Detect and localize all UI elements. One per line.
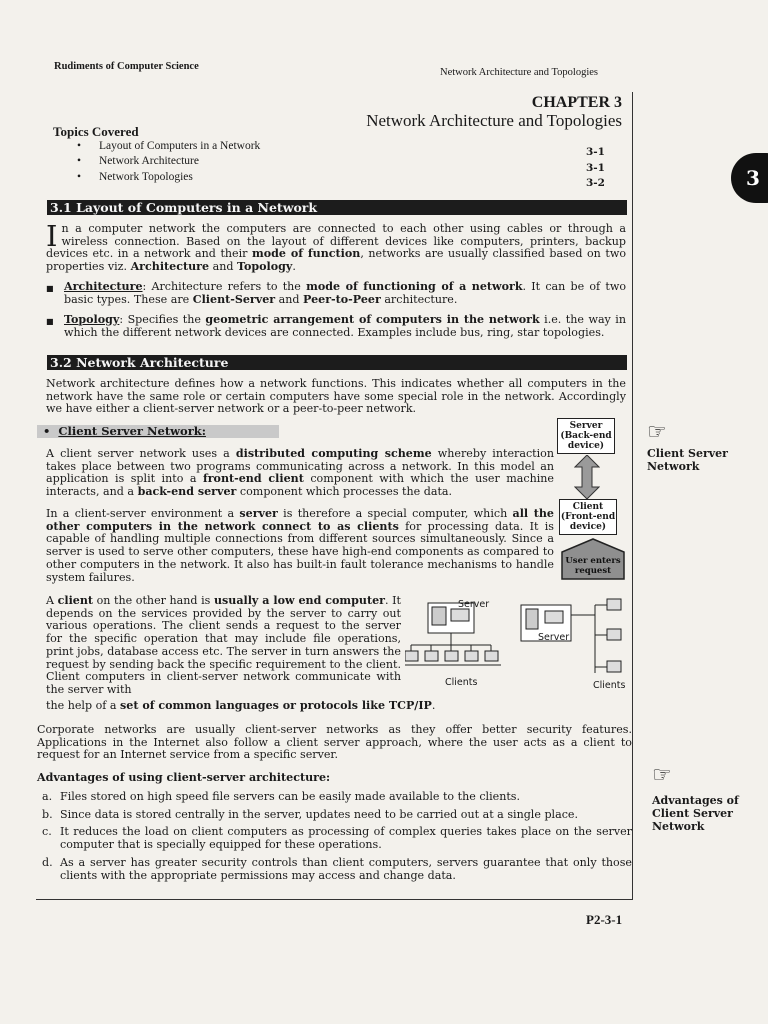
chapter-title: Network Architecture and Topologies — [366, 111, 622, 130]
page-border-rule — [632, 92, 633, 900]
subsection-heading: • Client Server Network: — [37, 425, 279, 438]
client-box: Client (Front-end device) — [559, 499, 617, 535]
section-heading: 3.1 Layout of Computers in a Network — [47, 200, 627, 215]
pointing-hand-icon: ☞ — [647, 420, 667, 445]
section-heading: 3.2 Network Architecture — [47, 355, 627, 370]
section1-paragraph: In a computer network the computers are connected to each other using cables or through a wireless connection. Based on the layout of different devices like computers, printers, backup devices etc. in a network and their mode of function, networks are usually classified based on two properties viz. Architecture and Topology. — [46, 219, 626, 274]
bidirectional-arrow-icon — [574, 455, 600, 499]
diagram-label-clients: Clients — [593, 680, 626, 691]
advantages-list — [40, 791, 632, 885]
margin-note: Advantages of Client Server Network — [652, 794, 739, 833]
running-head: Network Architecture and Topologies — [440, 67, 598, 78]
diagram-label-server: Server — [538, 632, 570, 643]
topic-item: • Network Architecture — [77, 155, 199, 167]
client-paragraph-end: the help of a set of common languages or protocols like TCP/IP. — [46, 699, 436, 712]
advantages-heading: Advantages of using client-server architecture: — [37, 771, 331, 784]
chapter-number: CHAPTER 3 — [531, 94, 622, 111]
topic-page: 3-2 — [586, 177, 605, 189]
topic-item: • Network Topologies — [77, 171, 193, 183]
diagram-label-clients: Clients — [445, 677, 478, 688]
topics-heading: Topics Covered — [53, 124, 139, 139]
list-item: a. Files stored on high speed file servers can be easily made available to the clients. — [42, 790, 521, 803]
pointing-hand-icon: ☞ — [652, 763, 672, 788]
diagram-label-server: Server — [458, 599, 490, 610]
book-title: Rudiments of Computer Science — [54, 61, 199, 72]
bullet-topology: ■ Topology: Specifies the geometric arrangement of computers in the network i.e. the way in which the different network devices are connected. Examples include bus, ring, star topologies. — [46, 313, 627, 339]
bullet-architecture: ■ Architecture: Architecture refers to the mode of functioning of a network. It can be of two basic types. These are Client-Server and Peer-to-Peer architecture. — [46, 280, 626, 306]
topic-page: 3-1 — [586, 146, 605, 158]
drop-cap: I — [46, 219, 58, 253]
server-box: Server (Back-end device) — [557, 418, 615, 454]
section2-intro: Network architecture defines how a network functions. This indicates whether all computers in the network have the same role or certain computers have some special role in the network. Accordingly we have either a client-server network or a peer-to-peer network. — [46, 377, 626, 416]
client-paragraph: A client on the other hand is usually a low end computer. It depends on the services provided by the server to carry out various operations. The client sends a request to the server for the specific operation that may include file operations, print jobs, database access etc. The server in turn answers the request by sending back the specific requirement to the client. Client computers in client-server network communicate with the server with — [46, 594, 401, 696]
request-label: User enters request — [565, 556, 621, 576]
topic-item: • Layout of Computers in a Network — [77, 140, 261, 152]
bottom-rule — [36, 899, 633, 900]
list-item: c. It reduces the load on client computers as processing of complex queries takes place on the server computer that is specially equipped for these operations. — [42, 825, 632, 852]
topic-page: 3-1 — [586, 162, 605, 174]
list-item: d. As a server has greater security controls than client computers, servers guarantee that only those clients with the appropriate permissions may access and change data. — [42, 855, 632, 882]
client-server-paragraph: A client server network uses a distributed computing scheme whereby interaction takes place between two programs communicating across a network. In this model an application is split into a front-end client component with which the user machine interacts, and a back-end server component which processes the data. — [46, 447, 554, 499]
page-number: P2-3-1 — [586, 912, 623, 927]
list-item: b. Since data is stored centrally in the server, updates need to be carried out at a single place. — [42, 807, 579, 821]
chapter-tab-marker: 3 — [731, 153, 768, 203]
margin-note: Client Server Network — [647, 447, 728, 473]
corporate-paragraph: Corporate networks are usually client-server networks as they offer better security features. Applications in the Internet also follow a client server approach, where the user acts as a client to request for an Internet service from a specific server. — [37, 723, 632, 762]
server-paragraph: In a client-server environment a server is therefore a special computer, which all the other computers in the network connect to as clients for processing data. It is capable of handling multiple connections from different sources simultaneously. Since a server is used to serve other computers, these have high-end components as compared to other computers in the network. It also has built-in fault tolerance mechanisms to handle system failures. — [46, 507, 554, 584]
